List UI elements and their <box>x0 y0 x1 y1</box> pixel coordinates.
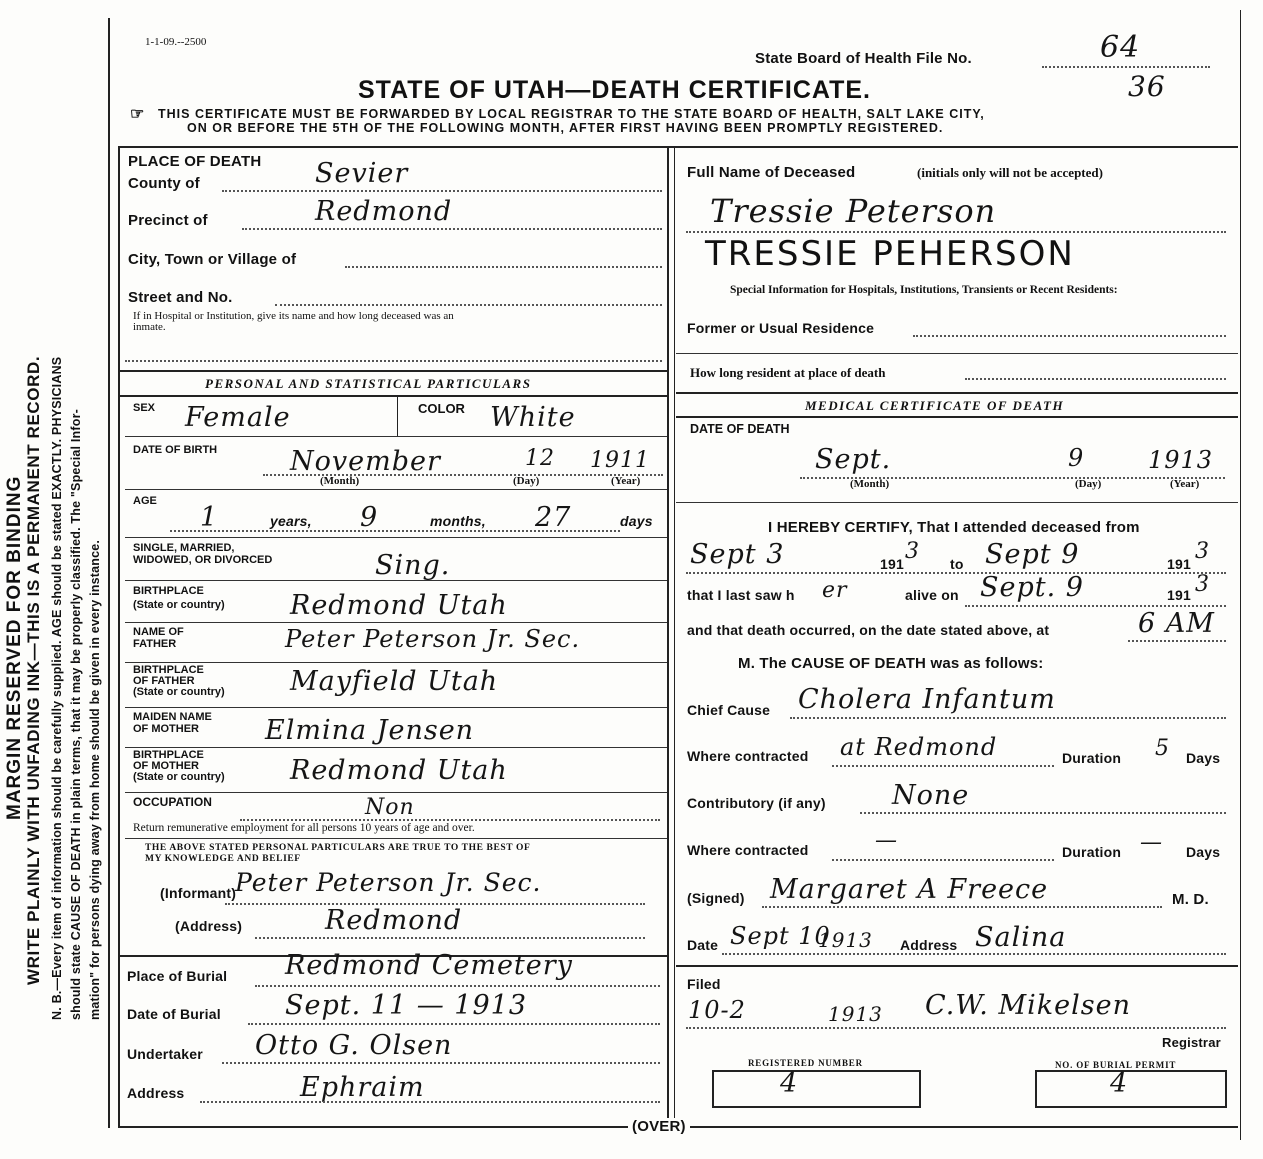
dod-year: 1913 <box>1148 446 1214 474</box>
attest-line-1: THE ABOVE STATED PERSONAL PARTICULARS ARE TRUE TO THE BEST OF <box>145 843 531 853</box>
age-line <box>170 530 620 532</box>
time-line <box>1128 640 1226 642</box>
last-saw-value: er <box>822 578 848 603</box>
file-no-line <box>1042 66 1210 68</box>
years-label: years, <box>270 513 312 529</box>
county-line <box>222 190 662 192</box>
age-months: 9 <box>360 502 379 533</box>
marital-value: Sing. <box>375 550 451 581</box>
chief-cause-value: Cholera Infantum <box>798 684 1056 715</box>
occupation-note: Return remunerative employment for all persons 10 years of age and over. <box>133 822 475 834</box>
margin-binding-text: MARGIN RESERVED FOR BINDING <box>4 475 25 820</box>
mother-bp-label-2: OF MOTHER <box>133 760 199 772</box>
cert-address-label: Address <box>900 937 958 953</box>
dod-month-caption: (Month) <box>850 478 890 490</box>
attest-line-2: MY KNOWLEDGE AND BELIEF <box>145 854 301 864</box>
registered-number-label: REGISTERED NUMBER <box>748 1058 863 1068</box>
mother-label-1: MAIDEN NAME <box>133 711 212 723</box>
father-label-1: NAME OF <box>133 626 184 638</box>
personal-section-title: PERSONAL AND STATISTICAL PARTICULARS <box>205 376 532 391</box>
undertaker-label: Undertaker <box>127 1046 203 1062</box>
how-long-line <box>965 378 1226 380</box>
frame-top <box>118 146 1238 148</box>
duration-2-label: Duration <box>1062 844 1122 860</box>
cause-text: M. The CAUSE OF DEATH was as follows: <box>738 655 1044 672</box>
mother-label-2: OF MOTHER <box>133 723 199 735</box>
dod-row-bottom <box>676 502 1238 503</box>
father-bp-label-2: OF FATHER <box>133 675 195 687</box>
deceased-name-note: (initials only will not be accepted) <box>917 165 1103 180</box>
signed-label: (Signed) <box>687 890 745 906</box>
page-title: STATE OF UTAH—DEATH CERTIFICATE. <box>358 76 871 104</box>
alive-year-prefix: 191 <box>1167 587 1191 603</box>
mother-bp-value: Redmond Utah <box>290 755 508 786</box>
sex-color-divider <box>397 396 398 436</box>
burial-address-label: Address <box>127 1085 185 1101</box>
duration-label: Duration <box>1062 750 1122 766</box>
dob-day: 12 <box>525 446 555 471</box>
margin-note-2: should state CAUSE OF DEATH in plain terms, that it may be properly classified. The "Special Infor- <box>69 408 83 1020</box>
deceased-name-handwritten: Tressie Peterson <box>710 192 997 230</box>
medical-top-line <box>676 392 1238 394</box>
address-label: (Address) <box>175 918 243 934</box>
file-no-value: 64 <box>1100 30 1141 65</box>
county-value: Sevier <box>315 158 409 189</box>
from-year-prefix: 191 <box>880 556 904 572</box>
burial-permit-value: 4 <box>1110 1068 1129 1099</box>
notice-line-1: THIS CERTIFICATE MUST BE FORWARDED BY LOCAL REGISTRAR TO THE STATE BOARD OF HEALTH, SALT LAKE CITY, <box>158 107 985 121</box>
registrar-signature: C.W. Mikelsen <box>925 990 1131 1021</box>
days-label-1: Days <box>1186 750 1221 766</box>
filed-value: 10-2 <box>688 996 746 1024</box>
county-label: County of <box>128 175 200 192</box>
center-divider <box>667 146 669 1126</box>
margin-note-1: N. B.—Every item of information should be carefully supplied. AGE should be stated EXACTLY. PHYSICIANS <box>50 356 64 1020</box>
medical-title-underline <box>676 416 1238 418</box>
address-line <box>255 937 645 939</box>
personal-top-line <box>118 370 667 372</box>
burial-date-value: Sept. 11 — 1913 <box>285 990 528 1021</box>
dob-year-caption: (Year) <box>611 475 641 487</box>
birthplace-value: Redmond Utah <box>290 590 508 621</box>
dob-label: DATE OF BIRTH <box>133 444 218 456</box>
pointing-hand-icon: ☞ <box>130 106 145 123</box>
margin-ink-text: WRITE PLAINLY WITH UNFADING INK—THIS IS A PERMANENT RECORD. <box>24 355 43 985</box>
time-value: 6 AM <box>1138 608 1215 639</box>
father-bp-label-3: (State or country) <box>133 686 225 698</box>
father-bp-value: Mayfield Utah <box>290 666 499 697</box>
where-contracted-label: Where contracted <box>687 748 809 764</box>
dob-month: November <box>290 446 441 477</box>
dob-year: 1911 <box>590 448 650 473</box>
chief-cause-label: Chief Cause <box>687 702 771 718</box>
mother-row-bottom <box>125 747 667 748</box>
dob-day-caption: (Day) <box>513 475 540 487</box>
where-contracted-2-label: Where contracted <box>687 842 809 858</box>
to-year: 3 <box>1195 539 1210 564</box>
alive-on-label: alive on <box>905 587 959 603</box>
birthplace-label-1: BIRTHPLACE <box>133 585 204 597</box>
to-year-prefix: 191 <box>1167 556 1191 572</box>
certify-text: I HEREBY CERTIFY, That I attended deceased from <box>768 519 1140 536</box>
burial-place-line <box>255 985 660 987</box>
undertaker-line <box>222 1062 660 1064</box>
sex-value: Female <box>185 402 291 433</box>
age-years: 1 <box>200 502 219 533</box>
address-value: Redmond <box>325 905 463 936</box>
file-no-value-2: 36 <box>1128 70 1166 103</box>
where-line <box>832 765 1054 767</box>
cert-date-label: Date <box>687 937 719 953</box>
deceased-name-line <box>686 231 1226 233</box>
occupation-row-bottom <box>125 838 667 839</box>
alive-year: 3 <box>1195 572 1210 597</box>
precinct-line <box>242 228 662 230</box>
marital-row-bottom <box>125 580 667 581</box>
last-saw-label: that I last saw h <box>687 587 795 603</box>
burial-address-line <box>200 1101 660 1103</box>
age-days: 27 <box>535 502 572 533</box>
cert-address-value: Salina <box>975 922 1067 953</box>
form-left-border <box>108 18 110 1128</box>
special-info-label: Special Information for Hospitals, Institutions, Transients or Recent Residents: <box>730 284 1118 296</box>
form-code: 1-1-09.--2500 <box>145 36 207 48</box>
burial-permit-box <box>1035 1070 1227 1108</box>
margin-note-3: mation" for persons dying away from home should be given in every instance. <box>88 539 102 1020</box>
age-row-bottom <box>125 537 667 538</box>
street-line <box>275 304 662 306</box>
dod-year-caption: (Year) <box>1170 478 1200 490</box>
from-year: 3 <box>905 539 920 564</box>
last-saw-line <box>965 605 1226 607</box>
where-contracted-2-value: — <box>875 828 898 853</box>
filed-year: 1913 <box>828 1002 883 1026</box>
city-line <box>345 266 662 268</box>
attended-from-value: Sept 3 <box>690 539 785 570</box>
informant-label: (Informant) <box>160 885 237 901</box>
contributory-label: Contributory (if any) <box>687 795 826 811</box>
registered-number-box <box>712 1070 921 1108</box>
dod-day-caption: (Day) <box>1075 478 1102 490</box>
registrar-label: Registrar <box>1162 1035 1221 1050</box>
burial-permit-label: NO. OF BURIAL PERMIT <box>1055 1060 1177 1070</box>
notice-line-2: ON OR BEFORE THE 5TH OF THE FOLLOWING MONTH, AFTER FIRST HAVING BEEN PROMPTLY REGISTERED. <box>187 121 944 135</box>
filed-line <box>686 1027 1226 1029</box>
signed-value: Margaret A Freece <box>770 874 1049 905</box>
contributory-value: None <box>892 780 970 811</box>
days-label: days <box>620 513 653 529</box>
residence-divider <box>676 353 1238 354</box>
cert-date-line <box>722 953 1226 955</box>
chief-cause-line <box>790 717 1226 719</box>
dod-day: 9 <box>1068 444 1085 472</box>
father-label-2: FATHER <box>133 638 177 650</box>
hospital-line <box>125 360 662 362</box>
burial-address-value: Ephraim <box>300 1072 425 1103</box>
left-inner-border <box>118 146 120 1126</box>
burial-place-value: Redmond Cemetery <box>285 950 573 981</box>
filed-label: Filed <box>687 976 721 992</box>
where2-line <box>832 859 1054 861</box>
father-bp-row-bottom <box>125 707 667 708</box>
to-label: to <box>950 556 964 572</box>
occurred-text: and that death occurred, on the date stated above, at <box>687 622 1050 638</box>
dod-label: DATE OF DEATH <box>690 422 790 436</box>
personal-title-underline <box>118 395 667 397</box>
age-label: AGE <box>133 495 157 507</box>
deceased-name-label: Full Name of Deceased <box>687 164 856 181</box>
former-residence-label: Former or Usual Residence <box>687 320 875 336</box>
precinct-label: Precinct of <box>128 212 208 229</box>
file-no-label: State Board of Health File No. <box>755 50 972 67</box>
alive-on-value: Sept. 9 <box>980 572 1084 603</box>
occupation-line <box>240 819 660 821</box>
hospital-note-1: If in Hospital or Institution, give its name and how long deceased was an <box>133 310 454 322</box>
place-of-death-label: PLACE OF DEATH <box>128 153 262 170</box>
sex-label: SEX <box>133 402 156 414</box>
burial-date-label: Date of Burial <box>127 1006 221 1022</box>
center-divider-2 <box>674 146 675 1126</box>
color-label: COLOR <box>418 401 465 416</box>
mother-bp-label-3: (State or country) <box>133 771 225 783</box>
over-footer: (OVER) <box>628 1118 690 1135</box>
father-bp-label-1: BIRTHPLACE <box>133 664 204 676</box>
mother-value: Elmina Jensen <box>265 715 475 746</box>
birthplace-label-2: (State or country) <box>133 599 225 611</box>
duration-2-value: — <box>1140 830 1163 855</box>
md-label: M. D. <box>1172 891 1209 908</box>
where-contracted-value: at Redmond <box>840 733 998 761</box>
marital-label-2: WIDOWED, OR DIVORCED <box>133 554 273 566</box>
mother-bp-label-1: BIRTHPLACE <box>133 749 204 761</box>
cert-date-year: 1913 <box>818 928 873 952</box>
dob-month-caption: (Month) <box>320 475 360 487</box>
filed-top-line <box>676 965 1238 967</box>
days-label-2: Days <box>1186 844 1221 860</box>
marital-label-1: SINGLE, MARRIED, <box>133 542 235 554</box>
father-value: Peter Peterson Jr. Sec. <box>285 625 581 653</box>
months-label: months, <box>430 513 486 529</box>
hospital-note-2: inmate. <box>133 321 166 333</box>
deceased-name-printed: TRESSIE PEHERSON <box>705 234 1075 274</box>
signed-line <box>762 906 1162 908</box>
undertaker-value: Otto G. Olsen <box>255 1030 453 1061</box>
city-label: City, Town or Village of <box>128 251 297 268</box>
color-value: White <box>490 402 576 433</box>
medical-section-title: MEDICAL CERTIFICATE OF DEATH <box>805 398 1065 413</box>
duration-value: 5 <box>1155 736 1170 761</box>
birthplace-row-bottom <box>125 622 667 623</box>
how-long-label: How long resident at place of death <box>690 365 886 380</box>
father-row-bottom <box>125 662 667 663</box>
burial-place-label: Place of Burial <box>127 968 228 984</box>
attended-line <box>686 572 1226 574</box>
contributory-line <box>860 812 1226 814</box>
mother-bp-row-bottom <box>125 792 667 793</box>
precinct-value: Redmond <box>315 196 453 227</box>
burial-date-line <box>248 1023 660 1025</box>
occupation-label: OCCUPATION <box>133 795 212 809</box>
dod-month: Sept. <box>815 444 892 475</box>
attended-to-value: Sept 9 <box>985 539 1080 570</box>
sex-row-bottom <box>125 436 667 437</box>
former-residence-line <box>913 335 1226 337</box>
street-label: Street and No. <box>128 289 233 306</box>
occupation-value: Non <box>365 795 415 820</box>
registered-number-value: 4 <box>780 1068 799 1099</box>
form-right-border <box>1240 10 1241 1140</box>
dob-row-bottom <box>125 489 667 490</box>
cert-date-value: Sept 10 <box>730 922 831 950</box>
informant-value: Peter Peterson Jr. Sec. <box>235 868 542 897</box>
